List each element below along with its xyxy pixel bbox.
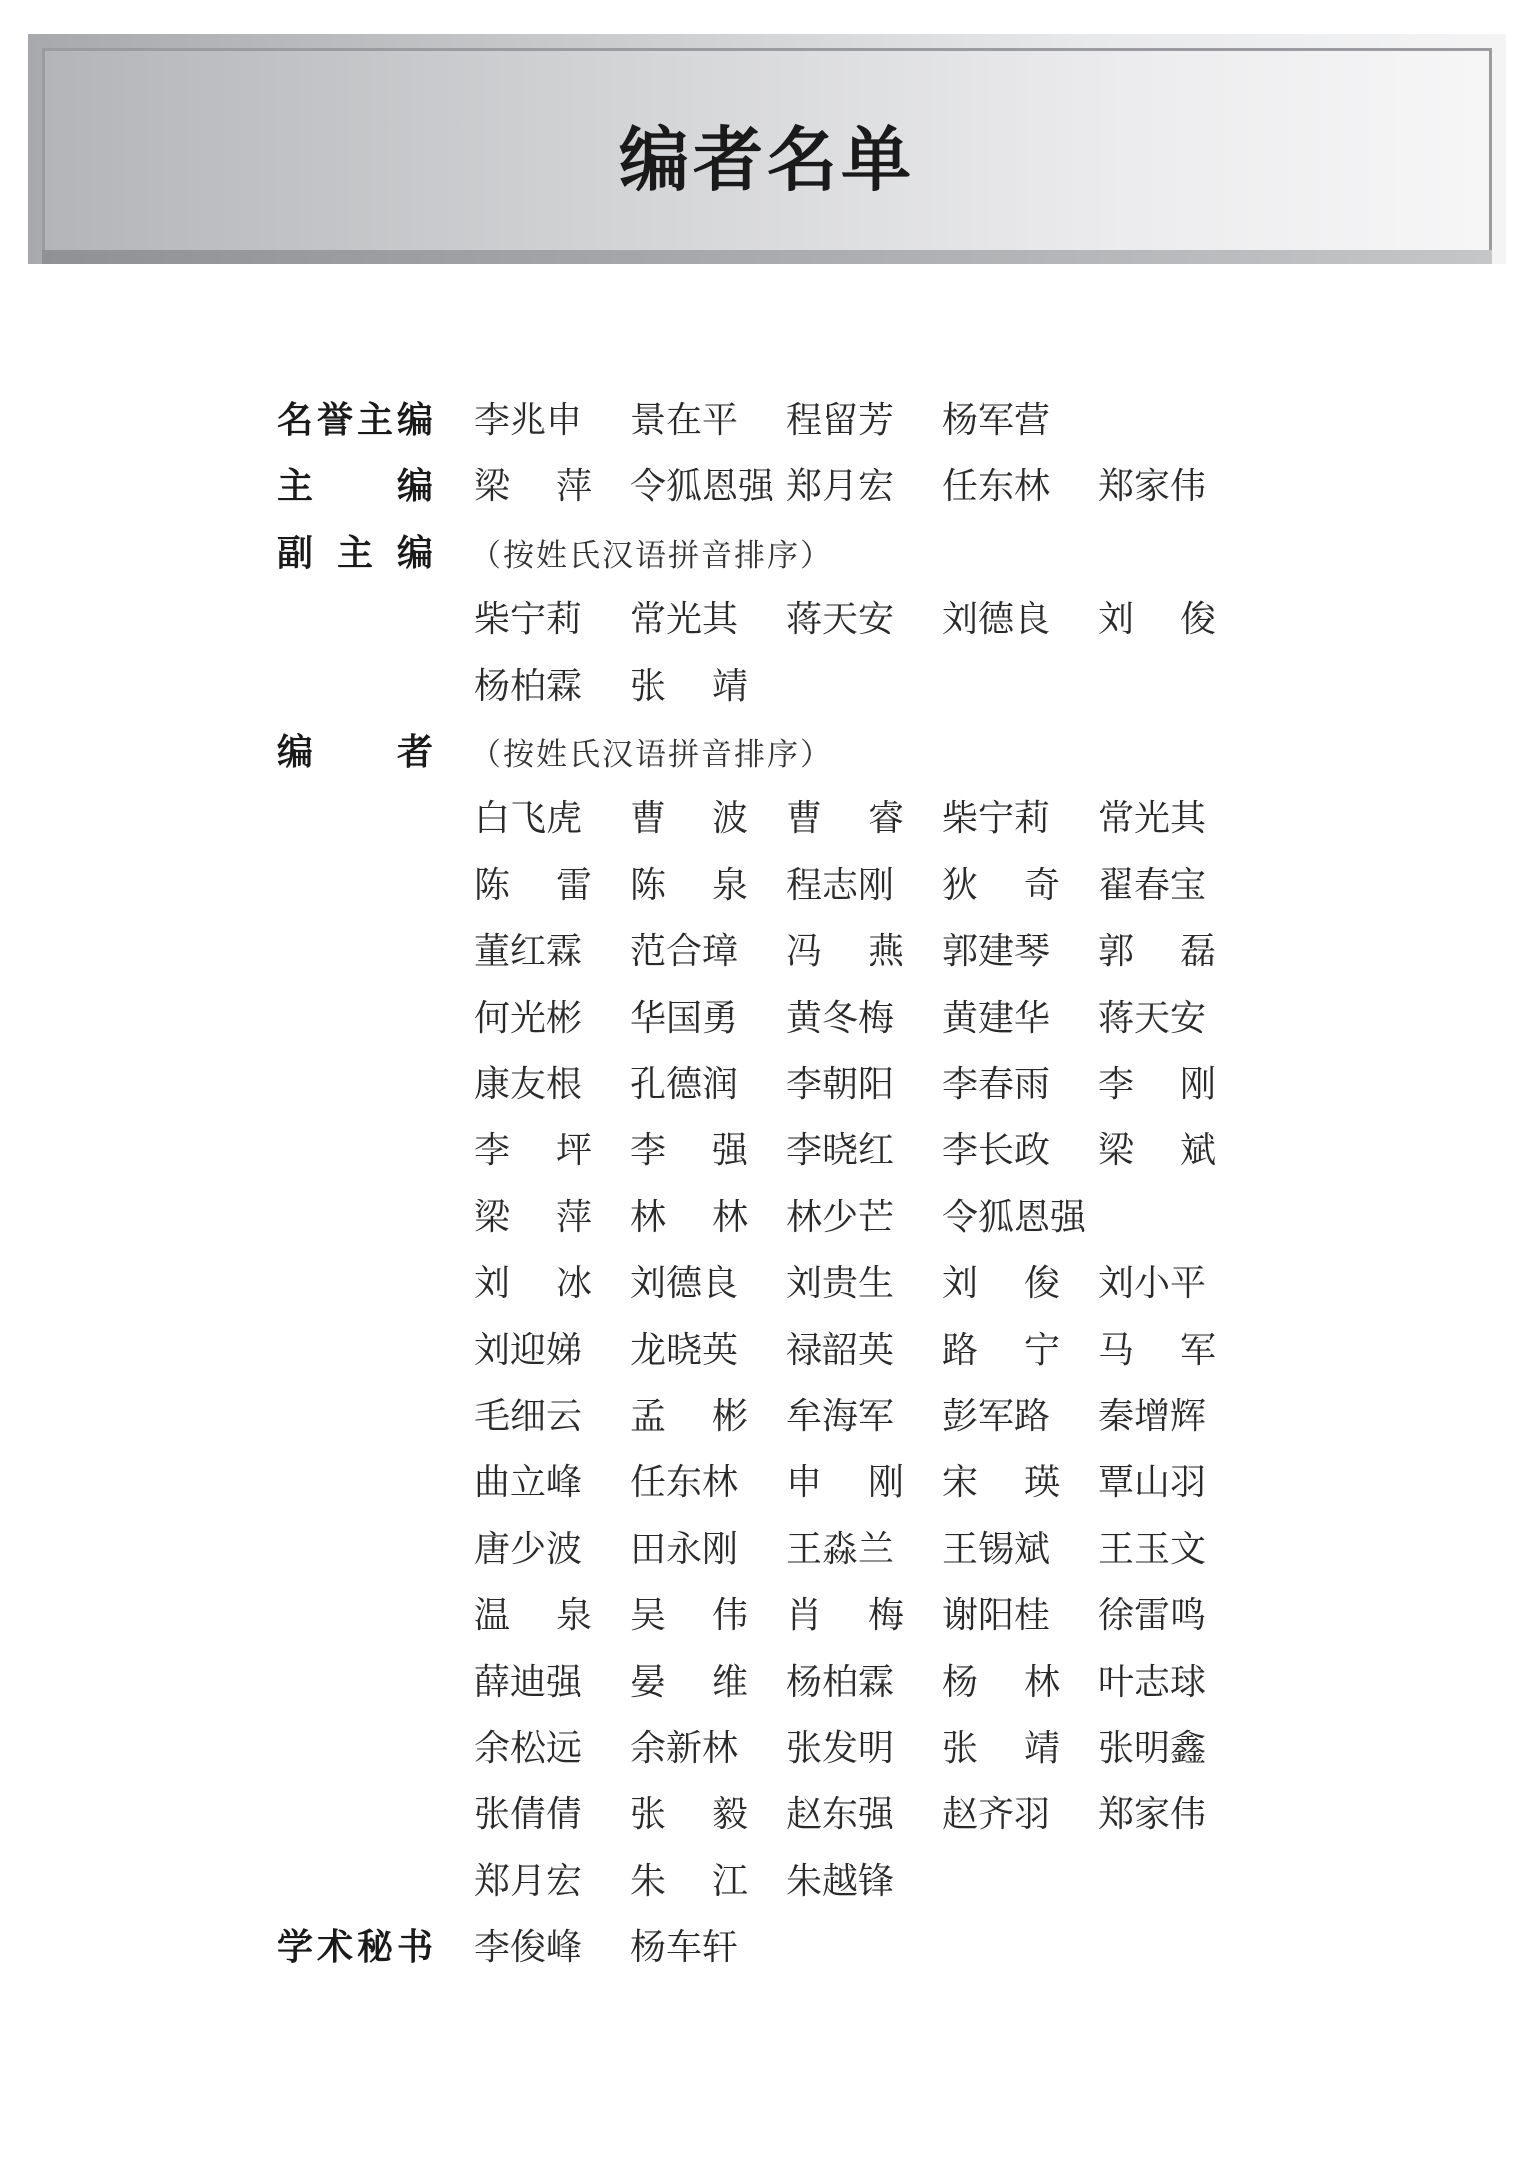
editor-name: 彭军路 [942, 1396, 1051, 1437]
editor-name: 翟春宝 [1098, 864, 1207, 906]
editor-name: 晏 维 [630, 1661, 748, 1703]
editor-name: 柴宁莉 [474, 599, 583, 641]
editor-name: 柴宁莉 [942, 798, 1051, 840]
editor-name: 刘迎娣 [474, 1329, 583, 1371]
editor-name: 梁 萍 [474, 466, 592, 508]
section-honorary-label: 名 誉 主 编 [277, 400, 433, 441]
editor-name: 常光其 [1098, 798, 1207, 840]
editor-name: 程志刚 [786, 864, 895, 906]
editor-name: 申 刚 [786, 1462, 904, 1504]
editor-name: 李兆申 [474, 400, 583, 441]
editor-name: 冯 燕 [786, 931, 904, 973]
editor-name: 王锡斌 [942, 1528, 1051, 1570]
editor-name: 薛迪强 [474, 1661, 583, 1703]
editor-name: 唐少波 [474, 1528, 583, 1570]
editor-name: 刘贵生 [786, 1263, 895, 1305]
editor-name: 林少芒 [786, 1196, 895, 1238]
editor-name: 张 靖 [942, 1728, 1060, 1769]
editor-name: 李 强 [630, 1130, 748, 1172]
editor-name: 蒋天安 [786, 599, 895, 641]
editor-name: 张倩倩 [474, 1794, 583, 1836]
editor-name: 徐雷鸣 [1098, 1595, 1207, 1637]
editor-name: 郑家伟 [1098, 1794, 1207, 1836]
editor-name: 张 靖 [630, 665, 748, 707]
editor-name: 肖 梅 [786, 1595, 904, 1637]
section-deputy-editor-label: 副 主 编 [277, 532, 433, 574]
editor-name: 刘德良 [942, 599, 1051, 641]
editor-name: 梁 萍 [474, 1196, 592, 1238]
editor-name: 任东林 [630, 1462, 739, 1504]
editor-name: 李俊峰 [474, 1927, 583, 1969]
editor-name: 宋 瑛 [942, 1462, 1060, 1504]
editor-name: 李晓红 [786, 1130, 895, 1172]
editor-name: 路 宁 [942, 1329, 1060, 1371]
editor-name: 杨柏霖 [786, 1661, 895, 1703]
editor-name: 景在平 [630, 400, 739, 441]
editor-name: 李长政 [942, 1130, 1051, 1172]
editor-name: 杨车轩 [630, 1927, 739, 1969]
editor-name: 李 坪 [474, 1130, 592, 1172]
editor-name: 郭 磊 [1098, 931, 1216, 973]
editor-name: 毛细云 [474, 1396, 583, 1437]
editor-name: 赵齐羽 [942, 1794, 1051, 1836]
sort-order-note: （按姓氏汉语拼音排序） [470, 537, 833, 574]
editor-name: 朱 江 [630, 1860, 748, 1902]
editor-name: 李春雨 [942, 1064, 1051, 1105]
title-banner [28, 34, 1506, 264]
editor-name: 范合璋 [630, 931, 739, 973]
editor-name: 郑月宏 [786, 466, 895, 508]
editor-name: 曲立峰 [474, 1462, 583, 1504]
editor-name: 刘 冰 [474, 1263, 592, 1305]
editor-name: 刘 俊 [1098, 599, 1216, 641]
editor-name: 常光其 [630, 599, 739, 641]
editor-name: 牟海军 [786, 1396, 895, 1437]
editor-name: 龙晓英 [630, 1329, 739, 1371]
section-chief-editor-label: 主 编 [277, 466, 433, 508]
editor-name: 狄 奇 [942, 864, 1060, 906]
editor-name: 华国勇 [630, 997, 739, 1039]
editor-name: 覃山羽 [1098, 1462, 1207, 1504]
editor-name: 程留芳 [786, 400, 895, 441]
editor-name: 林 林 [630, 1196, 748, 1238]
editor-name: 吴 伟 [630, 1595, 748, 1637]
editor-name: 白飞虎 [474, 798, 583, 840]
editor-name: 朱越锋 [786, 1860, 895, 1902]
editor-name: 令狐恩强 [942, 1196, 1087, 1238]
editor-name: 田永刚 [630, 1528, 739, 1570]
editor-name: 王玉文 [1098, 1528, 1207, 1570]
section-editors-label: 编 者 [277, 732, 433, 773]
editor-name: 曹 睿 [786, 798, 904, 840]
section-secretary-label: 学 术 秘 书 [277, 1927, 433, 1969]
page-title: 编者名单 [619, 119, 915, 201]
editor-name: 张 毅 [630, 1794, 748, 1836]
editor-name: 曹 波 [630, 798, 748, 840]
editor-name: 谢阳桂 [942, 1595, 1051, 1637]
editor-name: 张发明 [786, 1728, 895, 1769]
editor-name: 郑家伟 [1098, 466, 1207, 508]
editor-name: 禄韶英 [786, 1329, 895, 1371]
editor-name: 康友根 [474, 1064, 583, 1105]
editor-name: 杨军营 [942, 400, 1051, 441]
editor-name: 郑月宏 [474, 1860, 583, 1902]
editor-name: 余松远 [474, 1728, 583, 1769]
sort-order-note: （按姓氏汉语拼音排序） [470, 737, 833, 773]
editor-name: 黄冬梅 [786, 997, 895, 1039]
editor-name: 余新林 [630, 1728, 739, 1769]
editor-name: 梁 斌 [1098, 1130, 1216, 1172]
editor-name: 陈 雷 [474, 864, 592, 906]
editor-name: 董红霖 [474, 931, 583, 973]
editor-name: 蒋天安 [1098, 997, 1207, 1039]
editor-name: 何光彬 [474, 997, 583, 1039]
editor-name: 任东林 [942, 466, 1051, 508]
editor-name: 杨柏霖 [474, 665, 583, 707]
editor-name: 郭建琴 [942, 931, 1051, 973]
editor-name: 刘德良 [630, 1263, 739, 1305]
editor-name: 孟 彬 [630, 1396, 748, 1437]
editor-name: 张明鑫 [1098, 1728, 1207, 1769]
editor-name: 陈 泉 [630, 864, 748, 906]
editor-name: 令狐恩强 [630, 466, 775, 508]
editor-name: 刘小平 [1098, 1263, 1207, 1305]
editor-name: 叶志球 [1098, 1661, 1207, 1703]
editor-name: 杨 林 [942, 1661, 1060, 1703]
editor-name: 王淼兰 [786, 1528, 895, 1570]
editor-name: 孔德润 [630, 1064, 739, 1105]
editor-name: 黄建华 [942, 997, 1051, 1039]
editor-name: 李朝阳 [786, 1064, 895, 1105]
editor-name: 赵东强 [786, 1794, 895, 1836]
editor-name: 马 军 [1098, 1329, 1216, 1371]
editor-name: 秦增辉 [1098, 1396, 1207, 1437]
editor-name: 刘 俊 [942, 1263, 1060, 1305]
editor-name: 李 刚 [1098, 1064, 1216, 1105]
editor-name: 温 泉 [474, 1595, 592, 1637]
